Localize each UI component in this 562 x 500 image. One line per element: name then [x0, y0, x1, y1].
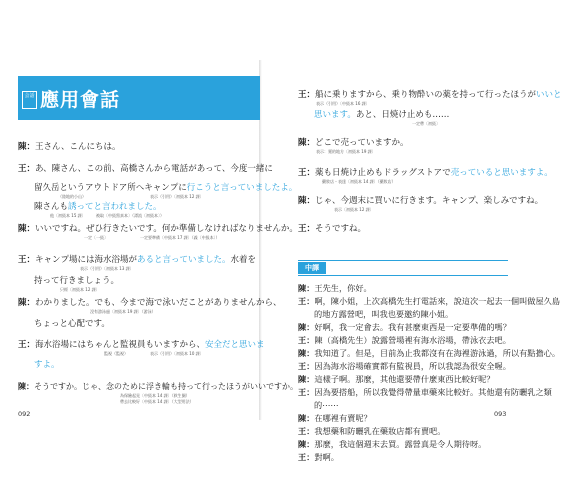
dialogue-line: 王：そうですね。 — [298, 224, 367, 234]
grammar-note: 監視（監視） — [104, 351, 128, 356]
grammar-note: 表示（引用）〔初級本 13 課〕 — [80, 266, 134, 271]
translation-line: 陳：王先生，你好。 — [298, 283, 372, 293]
grammar-note: 帶去比較好〔中級本 14 課〕（大型用法） — [120, 399, 194, 404]
dialogue-line: 陳：わかりました。でも、今まで海で泳いだことがありませんから、 — [18, 298, 282, 308]
translation-line: 陳：我知道了。但是，目前為止我都沒有在海裡游泳過，所以有點擔心。 — [298, 348, 561, 358]
translation-line: 王：對啊。 — [298, 452, 339, 462]
dialogue-line: 陳：どこで売っていますか。 — [298, 138, 409, 148]
grammar-note: 被取〔中級寫真本〕（漂流〔初級本〕） — [96, 213, 164, 218]
grammar-note: 一定〔一級〕 — [84, 235, 108, 240]
dialogue-line: 陳さんも誘ってと言われました。 — [34, 202, 162, 212]
translation-line: 王：因為海水浴場確實都有監視員，所以我認為很安全喔。 — [298, 361, 511, 371]
section-title: 應用會話 — [40, 89, 121, 111]
dialogue-line: 王：船に乗りますから、乗り物酔いの薬を持って行ったほうがいいと — [298, 90, 562, 100]
translation-line: 王：啊，陳小姐，上次高橋先生打電話來，說這次一起去一個叫做屋久島 — [298, 296, 561, 306]
translation-line: 陳：好啊，我一定會去。我有甚麼東西是一定要準備的嗎？ — [298, 322, 511, 332]
translation-line: 王：因為要搭船，所以我覺得帶量車藥來比較好。其他還有防曬乳之類 — [298, 387, 552, 397]
dialogue-line: 王：あ、陳さん、この前、高橋さんから電話があって、今度一緒に — [18, 164, 273, 174]
dialogue-line: 王：キャンプ場には海水浴場があると言っていました。水着を — [18, 255, 257, 265]
grammar-note: 表示（引用）〔初級本 12 課〕 — [150, 194, 204, 199]
grammar-note: 藥妝店・表達〔初級本 14 課〕（藥妝店） — [322, 179, 396, 184]
dialogue-line: 陳：そうですか。じゃ、念のために浮き輪も持って行ったほうがいいですか。 — [18, 382, 298, 391]
grammar-note: 一定要準備〔中級本 17 課〕（義〔中級本〕） — [140, 235, 220, 240]
grammar-note: 沒有游泳過〔初級本 19 課〕（游泳） — [90, 309, 156, 314]
grammar-note: 表示：賣的地方〔初級本 19 課〕 — [316, 149, 376, 154]
dialogue-line: 陳：じゃ、今週末に買いに行きます。キャンプ、楽しみですね。 — [298, 196, 544, 206]
dialogue-line: 留久岳というアウトドア所へキャンプに行こうと言っていましたよ。 — [34, 183, 298, 193]
translation-badge: 中譯 — [298, 262, 326, 274]
dialogue-line: 王：薬も日焼け止めもドラッグストアで売っていると思いますよ。 — [298, 168, 553, 178]
dialogue-line: 陳：王さん、こんにちは。 — [18, 142, 121, 152]
grammar-note: （陸地的小山） — [58, 194, 86, 199]
grammar-note: 一定帶〔初級〕 — [412, 121, 440, 126]
dialogue-line: ちょっと心配です。 — [34, 319, 110, 329]
translation-line: 的⋯⋯ — [314, 400, 339, 410]
translation-line: 王：陳（高橋先生）說露營場裡有海水浴場，帶泳衣去吧。 — [298, 335, 511, 345]
grammar-note: 表示（引用）〔初級本 10 課〕 — [150, 351, 204, 356]
section-tag: 会話 — [22, 91, 37, 109]
grammar-note: 表示（引用）〔中級本 16 課〕 — [316, 101, 370, 106]
translation-line: 王：我想藥和防曬乳在藥妝店都有賣吧。 — [298, 426, 446, 436]
translation-line: 的地方露營吧，叫我也要邀約陳小姐。 — [314, 309, 454, 319]
dialogue-line: 思います。あと、日焼け止めも…… — [314, 110, 450, 120]
dialogue-line: すよ。 — [34, 360, 60, 370]
dialogue-line: 陳：いいですね。ぜひ行きたいです。何か準備しなければなりませんか。 — [18, 224, 298, 234]
dialogue-line: 持って行きましょう。 — [34, 276, 120, 286]
right-page — [262, 0, 562, 500]
section-header — [18, 76, 260, 120]
grammar-note: 為保險起見〔中級本 14 課〕（救生圈） — [120, 393, 190, 398]
dialogue-line: 王：海水浴場にはちゃんと監視員もいますから、安全だと思いま — [18, 340, 265, 350]
grammar-note: 他〔初級本 15 課〕 — [50, 213, 86, 218]
translation-header — [298, 260, 508, 276]
translation-line: 陳：在哪裡有賣呢？ — [298, 413, 372, 423]
translation-line: 陳：這樣子啊。那麼，其他還要帶什麼東西比較好呢？ — [298, 374, 495, 384]
page-number: 092 — [18, 410, 31, 418]
grammar-note: 表示〔初級本 12 課〕 — [334, 207, 374, 212]
grammar-note: 只經〔初級本 12 課〕 — [60, 287, 100, 292]
page-number: 093 — [494, 410, 507, 418]
translation-line: 陳：那麼，我這個週末去買。露營真是令人期待呀。 — [298, 439, 487, 449]
